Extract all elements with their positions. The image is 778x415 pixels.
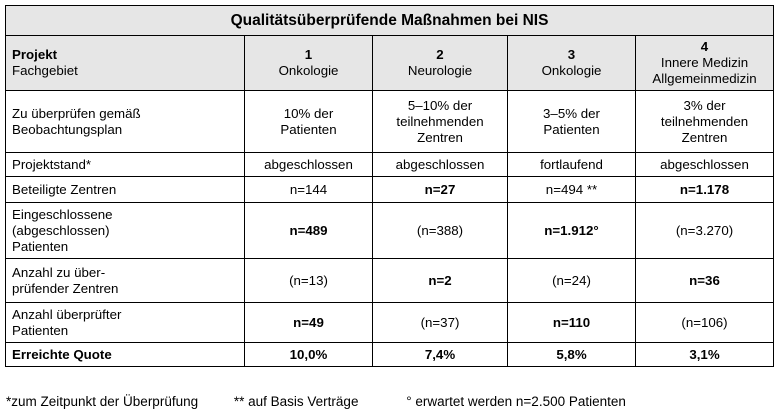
- table-cell: n=489: [245, 203, 373, 259]
- row-label: Zu überprüfen gemäß Beobachtungsplan: [6, 91, 245, 153]
- header-row: [6, 36, 774, 91]
- table-cell: 3,1%: [636, 343, 774, 367]
- row-label: Anzahl überprüfter Patienten: [6, 303, 245, 343]
- project-field: Neurologie: [407, 63, 473, 78]
- project-number: 2: [436, 47, 444, 62]
- footnote-projektstand: *zum Zeitpunkt der Überprüfung: [6, 394, 199, 409]
- table-cell: abgeschlossen: [636, 153, 774, 177]
- table-row: [6, 259, 774, 303]
- row-label: Projektstand*: [6, 153, 245, 177]
- table-row: [6, 177, 774, 203]
- table-cell: n=36: [636, 259, 774, 303]
- table-cell: (n=24): [508, 259, 636, 303]
- footnotes: [6, 394, 626, 409]
- table-row: [6, 343, 774, 367]
- table-cell: 10,0%: [245, 343, 373, 367]
- table-cell: (n=388): [373, 203, 508, 259]
- table-cell: n=27: [373, 177, 508, 203]
- table-row: [6, 203, 774, 259]
- table-cell: (n=106): [636, 303, 774, 343]
- row-label: Eingeschlossene (abgeschlossen) Patienten: [6, 203, 245, 259]
- table-cell: (n=37): [373, 303, 508, 343]
- project-number: 4: [700, 39, 709, 54]
- table-row: [6, 303, 774, 343]
- table-cell: fortlaufend: [508, 153, 636, 177]
- table-cell: 5–10% der teilnehmenden Zentren: [373, 91, 508, 153]
- table-cell: n=1.912°: [508, 203, 636, 259]
- table-cell: abgeschlossen: [373, 153, 508, 177]
- row-label: Anzahl zu über- prüfender Zentren: [6, 259, 245, 303]
- footnote-vertraege: ** auf Basis Verträge: [233, 394, 359, 409]
- title-row: [6, 6, 774, 36]
- table-cell: n=494 **: [508, 177, 636, 203]
- table-cell: 3–5% der Patienten: [508, 91, 636, 153]
- header-project-4: [636, 36, 774, 91]
- table-cell: 7,4%: [373, 343, 508, 367]
- header-label-cell: [6, 36, 245, 91]
- table-cell: 5,8%: [508, 343, 636, 367]
- header-project-3: [508, 36, 636, 91]
- table-cell: (n=13): [245, 259, 373, 303]
- table-cell: n=110: [508, 303, 636, 343]
- header-project-1: [245, 36, 373, 91]
- project-field: Innere Medizin Allgemeinmedizin: [652, 55, 757, 86]
- row-label: Beteiligte Zentren: [6, 177, 245, 203]
- table-cell: n=49: [245, 303, 373, 343]
- table-row: [6, 153, 774, 177]
- table-cell: n=1.178: [636, 177, 774, 203]
- table-title: Qualitätsüberprüfende Maßnahmen bei NIS: [6, 6, 774, 36]
- footnote-erwartet: ° erwartet werden n=2.500 Patienten: [406, 394, 626, 409]
- table-row: [6, 91, 774, 153]
- table-cell: abgeschlossen: [245, 153, 373, 177]
- project-field: Onkologie: [278, 63, 339, 78]
- project-number: 1: [304, 47, 313, 62]
- table-cell: n=144: [245, 177, 373, 203]
- header-label-projekt: Projekt: [12, 47, 58, 62]
- table-cell: (n=3.270): [636, 203, 774, 259]
- table-cell: 3% der teilnehmenden Zentren: [636, 91, 774, 153]
- header-project-2: [373, 36, 508, 91]
- header-label-fachgebiet: Fachgebiet: [12, 63, 78, 78]
- project-number: 3: [567, 47, 576, 62]
- project-field: Onkologie: [541, 63, 602, 78]
- table-cell: 10% der Patienten: [245, 91, 373, 153]
- measures-table: [5, 5, 774, 367]
- table-cell: n=2: [373, 259, 508, 303]
- row-label: Erreichte Quote: [6, 343, 245, 367]
